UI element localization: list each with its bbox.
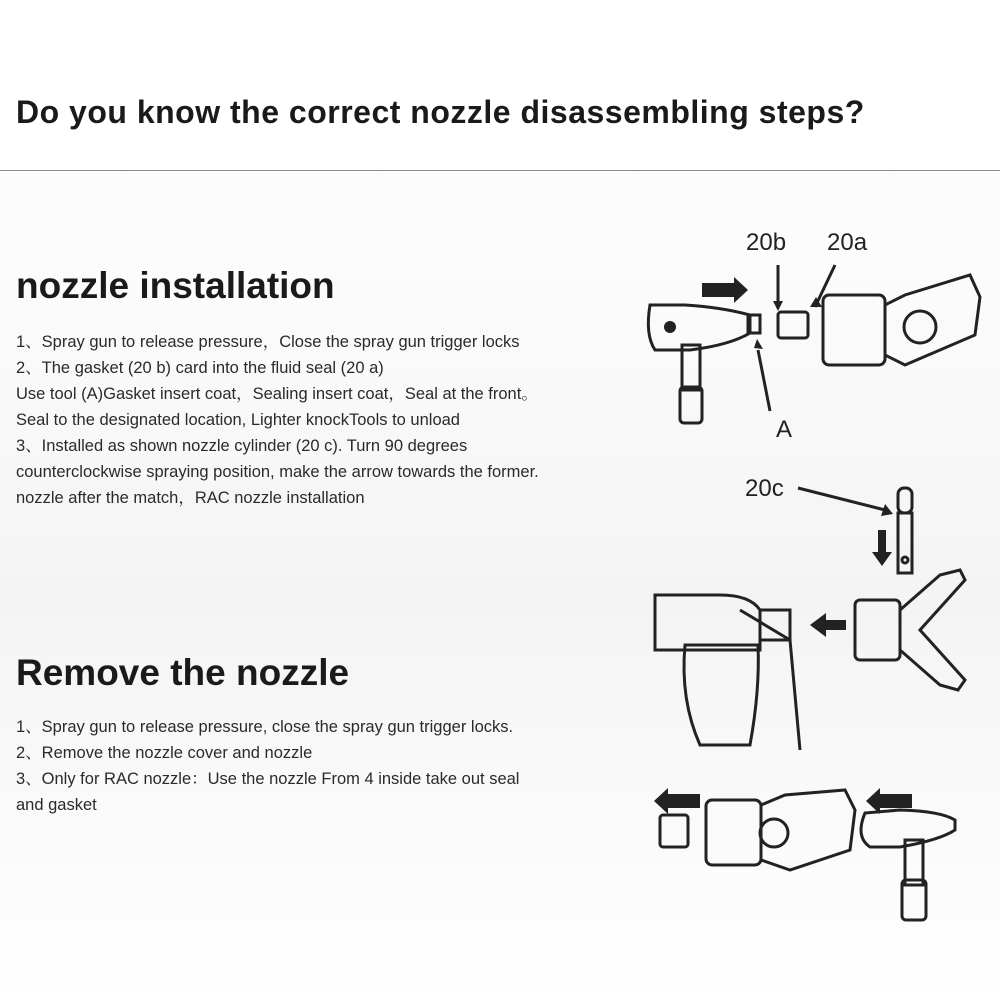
nozzle-cover-body	[855, 600, 900, 660]
tool-grip	[680, 387, 702, 423]
installation-step-line: 2、The gasket (20 b) card into the fluid seal (20 a)	[16, 359, 384, 377]
arrow-left-icon	[654, 788, 700, 814]
cylinder-diagram	[640, 470, 990, 750]
installation-step-line: counterclockwise spraying position, make the arrow towards the former.	[16, 463, 539, 481]
label-tool: A	[776, 416, 793, 443]
nozzle-cover-guard	[900, 570, 965, 690]
removal-step-line: 1、Spray gun to release pressure, close the spray gun trigger locks.	[16, 718, 514, 736]
tool-body	[648, 305, 750, 350]
installation-step-line: Seal to the designated location, Lighter knockTools to unload	[16, 411, 460, 429]
arrow-down-icon	[872, 530, 892, 566]
nozzle-cover-body	[706, 800, 761, 865]
removal-diagram	[640, 775, 990, 925]
arrow-right-icon	[702, 277, 748, 303]
label-gasket: 20b	[746, 229, 787, 256]
page-title: Do you know the correct nozzle disassembling steps?	[16, 94, 865, 130]
cylinder-hole	[902, 557, 908, 563]
leader-gasket-arrowhead	[773, 301, 783, 311]
nozzle-cover-hole	[760, 819, 788, 847]
nozzle-cover-hole	[904, 311, 936, 343]
nozzle-cover-body	[823, 295, 885, 365]
leader-tool-arrowhead	[754, 339, 763, 349]
nozzle-cover-guard	[885, 275, 980, 365]
removal-step-line: and gasket	[16, 796, 97, 814]
leader-cylinder	[798, 488, 885, 510]
installation-step-line: 3、Installed as shown nozzle cylinder (20 c). Turn 90 degrees	[16, 437, 468, 455]
tool-logo-dot	[664, 321, 676, 333]
tool-handle	[682, 345, 700, 390]
removal-step-line: 2、Remove the nozzle cover and nozzle	[16, 744, 313, 762]
installation-step-line: Use tool (A)Gasket insert coat，Sealing insert coat，Seal at the front。	[16, 385, 538, 403]
installation-diagram	[630, 215, 1000, 445]
gasket-part	[660, 815, 688, 847]
leader-tool	[758, 350, 770, 411]
cylinder-top	[898, 488, 912, 513]
removal-heading: Remove the nozzle	[16, 652, 350, 693]
removal-steps	[16, 714, 519, 818]
gun-handle	[684, 645, 758, 745]
gasket-part	[778, 312, 808, 338]
installation-step-line: 1、Spray gun to release pressure，Close the spray gun trigger locks	[16, 333, 520, 351]
label-cylinder: 20c	[745, 475, 784, 502]
removal-step-line: 3、Only for RAC nozzle：Use the nozzle From 4 inside take out seal	[16, 770, 520, 788]
arrow-left-icon	[810, 613, 846, 637]
gun-head	[655, 595, 760, 650]
nozzle-cover-guard	[761, 790, 855, 870]
installation-steps	[16, 329, 539, 511]
installation-heading: nozzle installation	[16, 265, 335, 306]
header-bar	[0, 0, 1000, 171]
installation-step-line: nozzle after the match，RAC nozzle installation	[16, 489, 365, 507]
label-seal: 20a	[827, 229, 868, 256]
